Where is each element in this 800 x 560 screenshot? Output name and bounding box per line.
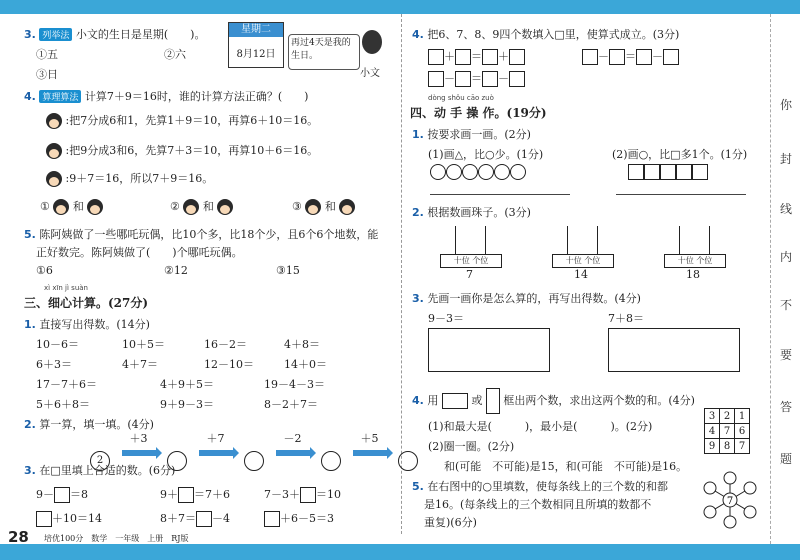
grid-cell[interactable]: 4 (705, 424, 720, 439)
op-eq: ＝ (625, 50, 636, 63)
fill-eq-3-b: ＝10 (316, 488, 341, 501)
right-p3-text: 先画一画你是怎么算的，再写出得数。(4分) (427, 292, 641, 305)
footer-text: 培优100分 数学 一年级 上册 RJ版 (44, 534, 189, 543)
left-q5-number: 5. (24, 228, 36, 241)
blank-circle[interactable] (704, 482, 716, 494)
eq-row-3 (582, 48, 679, 65)
circle-row (430, 164, 526, 180)
abacus-3-number: 18 (686, 268, 700, 281)
left-q5-option-2[interactable]: ②12 (164, 264, 188, 277)
right-p3-line (412, 290, 641, 306)
square-icon (676, 164, 692, 180)
left-q5-option-1[interactable]: ①6 (36, 264, 53, 277)
calc-0-3: 4＋8＝ (284, 338, 320, 351)
draw-box-1[interactable] (428, 328, 550, 372)
seal-char: 不 (780, 298, 793, 312)
abacus-base (664, 254, 726, 268)
op-minus: － (498, 72, 509, 85)
op-plus: ＋ (498, 50, 509, 63)
answer-box[interactable] (428, 49, 444, 65)
abacus-rod (709, 226, 710, 254)
grid-cell[interactable]: 7 (720, 424, 735, 439)
p4-line-1: (1)和最大是( )，最小是( )。(2分) (428, 420, 653, 433)
fill-eq-6 (264, 510, 334, 527)
choice-3-mark: ③ (292, 200, 302, 213)
number-grid[interactable] (704, 408, 750, 454)
fill-eq-3 (264, 486, 341, 503)
calc-2-0: 17－7＋6＝ (36, 378, 97, 391)
calc-1-2: 12－10＝ (204, 358, 254, 371)
chain-blank-4[interactable] (398, 451, 418, 471)
abacus-rod (567, 226, 568, 254)
right-p4-text-c: 框出两个数，求出这两个数的和。(4分) (503, 394, 695, 407)
child-avatar (339, 199, 355, 215)
answer-box[interactable] (509, 49, 525, 65)
fill-eq-6-a: ＋6－5＝3 (280, 512, 334, 525)
right-q4-line (412, 26, 679, 42)
grid-cell[interactable]: 9 (705, 439, 720, 454)
answer-box[interactable] (428, 71, 444, 87)
method-3-text: :9＋7＝16，所以7＋9＝16。 (65, 172, 214, 185)
ones-label: 个位 (584, 256, 601, 265)
chain-op-3-label: －2 (283, 432, 302, 445)
calc-3-1: 9＋9－3＝ (160, 398, 214, 411)
left-q3-line (24, 26, 205, 42)
girl-avatar (87, 199, 103, 215)
fill-eq-4 (36, 510, 102, 527)
blank-circle[interactable] (704, 506, 716, 518)
section-3-pinyin: xì xīn jì suàn (44, 284, 88, 292)
answer-box[interactable] (54, 487, 70, 503)
girl-avatar (305, 199, 321, 215)
blank-circle[interactable] (724, 472, 736, 484)
calc-2-2: 19－4－3＝ (264, 378, 325, 391)
left-p3-text: 在□里填上合适的数。(6分) (39, 464, 176, 477)
left-q4-method-2 (46, 142, 318, 159)
left-p1-line (24, 316, 150, 332)
calc-0-0: 10－6＝ (36, 338, 79, 351)
circle-icon (510, 164, 526, 180)
bottom-border-wave (0, 544, 800, 560)
arrow-icon (276, 450, 310, 456)
fill-eq-5 (160, 510, 230, 527)
answer-box[interactable] (636, 49, 652, 65)
section-3-title: 三、细心计算。(27分) (24, 296, 149, 310)
right-q4-text: 把6、7、8、9四个数填入□里，使算式成立。(3分) (427, 28, 680, 41)
calc-1-0: 6＋3＝ (36, 358, 72, 371)
right-p1-line (412, 126, 531, 142)
abacus-rod (455, 226, 456, 254)
answer-box[interactable] (482, 49, 498, 65)
left-p1-number: 1. (24, 318, 36, 331)
fill-eq-2-a: 9＋ (160, 488, 178, 501)
right-p2-line (412, 204, 531, 220)
fill-eq-2 (160, 486, 230, 503)
op-minus: － (652, 50, 663, 63)
tens-label: 十位 (453, 256, 470, 265)
right-p4-text-a: 用 (427, 394, 439, 407)
answer-box[interactable] (663, 49, 679, 65)
circle-icon (430, 164, 446, 180)
fill-eq-5-b: －4 (212, 512, 230, 525)
left-q4-text: 计算7＋9＝16时，谁的计算方法正确？( ) (84, 90, 309, 103)
circle-star-diagram (702, 470, 758, 530)
square-icon (692, 164, 708, 180)
left-q4-method-1 (46, 112, 318, 129)
draw-line-a[interactable] (430, 194, 570, 195)
square-icon (628, 164, 644, 180)
chain-op-1 (114, 430, 164, 459)
method-2-text: :把9分成3和6，先算7＋3＝10，再算10＋6＝16。 (65, 144, 319, 157)
seal-char: 题 (780, 452, 793, 466)
left-q3-tag: 列举法 (39, 28, 72, 41)
choice-3-and: 和 (324, 200, 336, 213)
seal-char: 线 (780, 202, 793, 216)
answer-box[interactable] (482, 71, 498, 87)
answer-box[interactable] (455, 49, 471, 65)
left-q4-tag: 算理算法 (39, 90, 81, 103)
right-p5-line-1 (412, 478, 668, 494)
girl-figure (362, 30, 382, 54)
right-p4-number: 4. (412, 394, 424, 407)
choice-1-and: 和 (72, 200, 84, 213)
speech-bubble: 再过4天是我的生日。 (288, 34, 360, 70)
abacus-2-number: 14 (574, 268, 588, 281)
left-q5-option-3[interactable]: ③15 (276, 264, 300, 277)
choice-1-mark: ① (40, 200, 50, 213)
draw-a-text: (1)画△，比○少。(1分) (428, 148, 544, 161)
section-4-title: 四、动 手 操 作。(19分) (410, 106, 547, 120)
right-p2-number: 2. (412, 206, 424, 219)
calendar-date: 8月12日 (236, 49, 276, 60)
section-4-pinyin: dòng shǒu cāo zuò (428, 94, 494, 102)
p4-line-3: 和(可能 不可能)是15，和(可能 不可能)是16。 (444, 460, 688, 473)
right-p4-line (412, 388, 695, 414)
answer-box[interactable] (264, 511, 280, 527)
square-icon (644, 164, 660, 180)
left-q3-number: 3. (24, 28, 36, 41)
right-p4-text-b: 或 (471, 394, 483, 407)
choice-2-mark: ② (170, 200, 180, 213)
ones-label: 个位 (696, 256, 713, 265)
calc-3-2: 8－2＋7＝ (264, 398, 318, 411)
right-p2-text: 根据数画珠子。(3分) (427, 206, 531, 219)
girl-avatar (46, 143, 62, 159)
tens-label: 十位 (677, 256, 694, 265)
vertical-frame-icon (486, 388, 500, 414)
boy-avatar (183, 199, 199, 215)
fill-eq-1-b: ＝8 (70, 488, 88, 501)
blank-circle[interactable] (724, 516, 736, 528)
answer-box[interactable] (582, 49, 598, 65)
chain-op-3 (268, 430, 318, 459)
calc-3-0: 5＋6＋8＝ (36, 398, 90, 411)
abacus-base (552, 254, 614, 268)
chain-op-4-label: ＋5 (360, 432, 379, 445)
left-q4-method-3 (46, 170, 213, 187)
right-p5-text-2: 是16。(每条线上的三个数相同且所填的数都不 (424, 498, 652, 511)
grid-cell[interactable]: 2 (720, 409, 735, 424)
fill-eq-1-a: 9－ (36, 488, 54, 501)
horizontal-frame-icon (442, 393, 468, 409)
left-q4-choice-1[interactable] (40, 198, 103, 215)
draw-b-text: (2)画○，比□多1个。(1分) (612, 148, 748, 161)
right-p5-number: 5. (412, 480, 424, 493)
fill-eq-2-b: ＝7＋6 (194, 488, 230, 501)
chain-blank-3[interactable] (321, 451, 341, 471)
abacus-rod (485, 226, 486, 254)
abacus-rod (597, 226, 598, 254)
left-p2-text: 算一算，填一填。(4分) (39, 418, 154, 431)
abacus-rod (679, 226, 680, 254)
right-p5-text-3: 重复)(6分) (424, 516, 477, 529)
answer-box[interactable] (196, 511, 212, 527)
eq-row-1 (428, 48, 525, 65)
left-q4-choice-3[interactable] (292, 198, 355, 215)
top-border-wave (0, 0, 800, 14)
fill-eq-3-a: 7－3＋ (264, 488, 300, 501)
grid-cell[interactable]: 3 (705, 409, 720, 424)
ones-label: 个位 (472, 256, 489, 265)
grid-cell[interactable]: 7 (735, 439, 750, 454)
circle-icon (478, 164, 494, 180)
grid-cell[interactable]: 6 (735, 424, 750, 439)
draw-line-b[interactable] (616, 194, 746, 195)
fill-eq-1 (36, 486, 88, 503)
eq-row-2 (428, 70, 525, 87)
right-p1-text: 按要求画一画。(2分) (427, 128, 531, 141)
left-q5-line-1 (24, 226, 378, 242)
answer-box[interactable] (609, 49, 625, 65)
seal-char: 要 (780, 348, 793, 362)
left-p1-text: 直接写出得数。(14分) (39, 318, 150, 331)
answer-box[interactable] (300, 487, 316, 503)
girl-name: 小文 (360, 68, 380, 79)
tens-label: 十位 (565, 256, 582, 265)
op-plus: ＋ (444, 50, 455, 63)
draw-eq-2: 7＋8＝ (608, 312, 644, 325)
left-q3-option-2[interactable]: ②六 (164, 48, 186, 61)
method-1-text: :把7分成6和1，先算1＋9＝10，再算6＋10＝16。 (65, 114, 319, 127)
arrow-icon (353, 450, 387, 456)
seal-char: 你 (780, 98, 793, 112)
answer-box[interactable] (455, 71, 471, 87)
left-p3-number: 3. (24, 464, 36, 477)
arrow-icon (199, 450, 233, 456)
calc-0-2: 16－2＝ (204, 338, 247, 351)
left-q4-choice-2[interactable] (170, 198, 233, 215)
child-avatar (46, 171, 62, 187)
grid-cell[interactable]: 8 (720, 439, 735, 454)
left-q5-text-1: 陈阿姨做了一些哪吒玩偶，比10个多，比18个少，且6个6个地数，能 (39, 228, 379, 241)
seal-char: 答 (780, 400, 793, 414)
draw-eq-1: 9－3＝ (428, 312, 464, 325)
abacus-1-number: 7 (466, 268, 473, 281)
answer-box[interactable] (36, 511, 52, 527)
left-q4-number: 4. (24, 90, 36, 103)
chain-blank-2[interactable] (244, 451, 264, 471)
right-p3-number: 3. (412, 292, 424, 305)
child-avatar (217, 199, 233, 215)
abacus-base (440, 254, 502, 268)
left-q3-text: 小文的生日是星期( )。 (75, 28, 206, 41)
grid-cell[interactable]: 1 (735, 409, 750, 424)
chain-op-1-label: ＋3 (129, 432, 148, 445)
answer-box[interactable] (178, 487, 194, 503)
p4-line-2: (2)圈一圈。(2分) (428, 440, 515, 453)
draw-box-2[interactable] (608, 328, 740, 372)
boy-avatar (53, 199, 69, 215)
left-q5-text-2: 正好数完。陈阿姨做了( )个哪吒玩偶。 (36, 246, 243, 259)
left-q4-line (24, 88, 308, 104)
calc-2-1: 4＋9＋5＝ (160, 378, 214, 391)
op-minus: － (444, 72, 455, 85)
arrow-icon (122, 450, 156, 456)
circle-icon (494, 164, 510, 180)
fill-eq-4-a: ＋10＝14 (52, 512, 102, 525)
fill-eq-5-a: 8＋7＝ (160, 512, 196, 525)
chain-start: 2 (90, 451, 110, 471)
left-q3-option-3[interactable]: ③日 (36, 68, 58, 81)
left-p3-line (24, 462, 175, 478)
circle-icon (446, 164, 462, 180)
calendar-card (228, 22, 284, 68)
choice-2-and: 和 (202, 200, 214, 213)
calendar-weekday: 星期二 (229, 23, 283, 37)
answer-box[interactable] (509, 71, 525, 87)
left-p2-number: 2. (24, 418, 36, 431)
seal-char: 内 (780, 250, 793, 264)
right-p5-text-1: 在右图中的○里填数，使每条线上的三个数的和都 (427, 480, 668, 493)
op-eq: ＝ (471, 50, 482, 63)
chain-op-4 (345, 430, 395, 459)
seal-char: 封 (780, 152, 793, 166)
square-icon (660, 164, 676, 180)
chain-op-2-label: ＋7 (206, 432, 225, 445)
calc-1-3: 14＋0＝ (284, 358, 327, 371)
chain-op-2 (191, 430, 241, 459)
op-eq: ＝ (471, 72, 482, 85)
op-minus: － (598, 50, 609, 63)
right-p1-number: 1. (412, 128, 424, 141)
square-row (628, 164, 708, 180)
blank-circle[interactable] (744, 482, 756, 494)
center-number: 7 (726, 496, 734, 507)
calc-1-1: 4＋7＝ (122, 358, 158, 371)
right-q4-number: 4. (412, 28, 424, 41)
left-q3-option-1[interactable]: ①五 (36, 48, 58, 61)
boy-avatar (46, 113, 62, 129)
blank-circle[interactable] (744, 506, 756, 518)
circle-icon (462, 164, 478, 180)
page-number: 28 (8, 528, 29, 546)
calc-0-1: 10＋5＝ (122, 338, 165, 351)
